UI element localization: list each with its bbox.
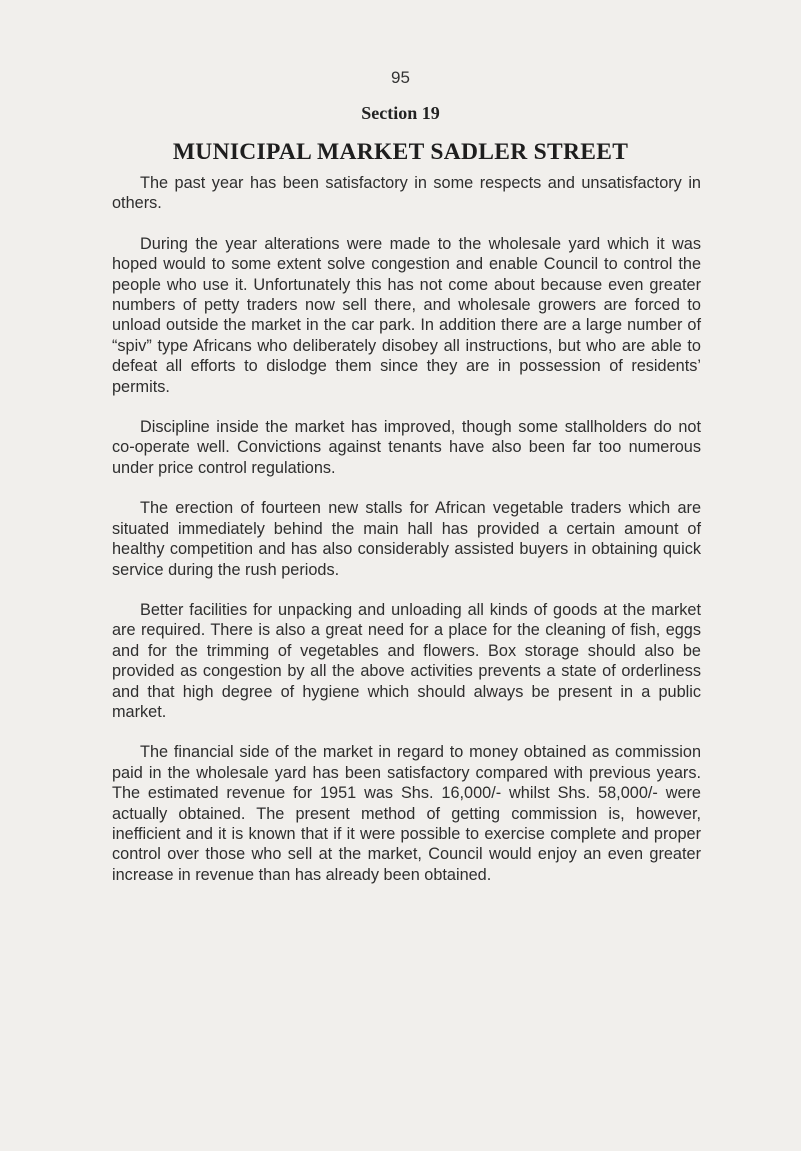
paragraph: The erection of fourteen new stalls for African vegetable traders which are situated immediately behind the main hall has provided a certain amount of healthy competition and has also considerably assisted buyers in obtaining quick service during the rush periods.: [112, 499, 701, 579]
page-number: 95: [391, 68, 410, 87]
body-text: [112, 173, 701, 905]
paragraph: During the year alterations were made to the wholesale yard which it was hoped would to some extent solve congestion and enable Council to control the people who use it. Unfortunately this has not come about because even greater numbers of petty traders now sell there, and wholesale growers are forced to unload outside the market in the car park. In addition there are a large number of “spiv” type Africans who deliberately disobey all instructions, but who are able to defeat all efforts to dislodge them since they are in possession of residents’ permits.: [112, 234, 701, 396]
paragraph: The financial side of the market in regard to money obtained as commission paid in the wholesale yard has been satisfactory compared with previous years. The estimated revenue for 1951 was Shs. 16,000/- whilst Shs. 58,000/- were actually obtained. The present method of getting commission is, however, inefficient and it is known that if it were possible to exercise complete and proper control over those who sell at the market, Council would enjoy an even greater increase in revenue than has already been obtained.: [112, 743, 701, 884]
paragraph: Discipline inside the market has improved, though some stallholders do not co-operate well. Convictions against tenants have also been far too numerous under price control regulations.: [112, 418, 701, 477]
paragraph: Better facilities for unpacking and unloading all kinds of goods at the market are required. There is also a great need for a place for the cleaning of fish, eggs and for the trimming of vegetables and flowers. Box storage should also be provided as congestion by all the above activities prevents a state of orderliness and that high degree of hygiene which should always be present in a public market.: [112, 600, 701, 721]
page-title: MUNICIPAL MARKET SADLER STREET: [172, 139, 629, 165]
section-label: Section 19: [361, 103, 440, 123]
paragraph: The past year has been satisfactory in some respects and unsatisfactory in others.: [112, 174, 701, 213]
